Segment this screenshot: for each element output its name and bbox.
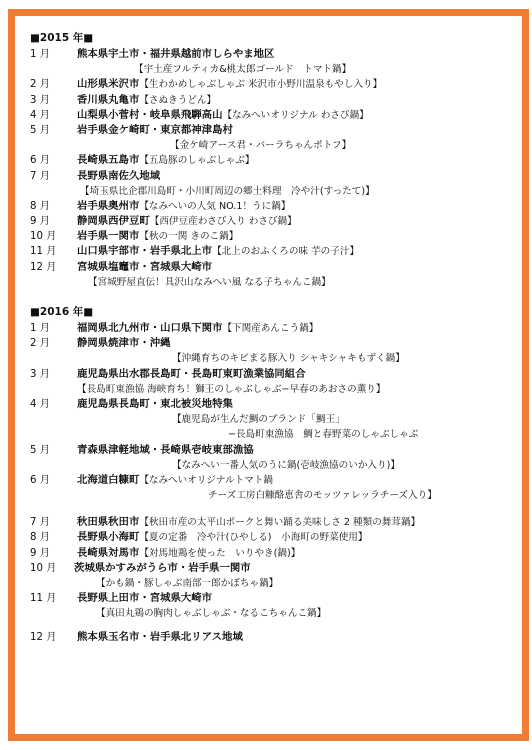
dish-description [30, 62, 510, 77]
dish-description [30, 576, 510, 591]
month-label: 2 月 [30, 338, 50, 350]
month-label: 1 月 [30, 323, 50, 334]
month-label: 4 月 [30, 398, 50, 410]
dish-description-text: 【真田丸鶏の胸肉しゃぶしゃぶ・なるこちゃんこ鍋】 [96, 608, 327, 620]
location-name: 福岡県北九州市・山口県下関市 [77, 322, 223, 334]
dish-description-continued [30, 427, 510, 442]
dish-description: 【生わかめしゃぶしゃぶ 米沢市小野川温泉もやし入り】 [139, 79, 383, 91]
year-heading-2015: ■2015 年■ [30, 32, 94, 44]
year-heading-2016: ■2016 年■ [30, 306, 94, 318]
month-label: 3 月 [30, 368, 50, 380]
dish-description-text: 【なみへい一番人気のうに鍋(壱岐漁協のいか入り)】 [172, 459, 400, 471]
location-name: 山梨県小菅村・岐阜県飛騨高山 [77, 108, 223, 121]
month-label: 5 月 [30, 444, 50, 456]
month-label: 6 月 [30, 474, 50, 486]
location-name: 岩手県一関市 [77, 230, 140, 243]
list-item [30, 336, 510, 351]
dish-description-text: 【宮城野屋直伝！具沢山なみへい風 なる子ちゃんこ鍋】 [88, 276, 331, 288]
dish-description: 【なみへいオリジナルトマト鍋 [139, 474, 273, 486]
list-item [30, 530, 510, 545]
dish-description: 【さぬきうどん】 [139, 94, 217, 106]
list-item [30, 169, 510, 184]
dish-description: 【なみへいオリジナル わさび鍋】 [222, 109, 369, 121]
dish-description: 【北上のおふくろの味 芋の子汁】 [212, 246, 360, 258]
month-label: 8 月 [30, 200, 50, 212]
location-name: 長崎県五島市 [77, 154, 140, 167]
location-name: 長崎県対馬市 [77, 546, 140, 559]
month-label: 2 月 [30, 79, 50, 91]
location-name: 長野県上田市・宮城県大崎市 [77, 592, 213, 605]
dish-description-text: 【宇土産フルティカ&桃太郎ゴールド トマト鍋】 [134, 64, 352, 76]
list-item [30, 546, 510, 561]
month-label: 9 月 [30, 216, 50, 228]
month-label: 9 月 [30, 547, 50, 559]
location-name: 岩手県奥州市 [77, 199, 140, 212]
list-item [30, 199, 510, 214]
dish-description [30, 184, 510, 199]
dish-description [30, 606, 510, 621]
list-item [30, 123, 510, 138]
list-item [30, 591, 510, 606]
month-label: 4 月 [30, 109, 50, 121]
dish-description [30, 412, 510, 427]
dish-description [30, 275, 510, 290]
month-label: 5 月 [30, 124, 50, 136]
month-label: 11 月 [30, 593, 57, 605]
dish-description-text: 【かも鍋・豚しゃぶ南部一郎かぼちゃ鍋】 [96, 578, 279, 589]
location-name: 香川県丸亀市 [77, 93, 140, 106]
dish-description: 【秋の一関 きのこ鍋】 [139, 231, 239, 243]
month-label: 12 月 [30, 631, 57, 643]
list-item [30, 153, 510, 168]
list-item [30, 229, 510, 244]
list-item [30, 630, 510, 645]
list-item [30, 443, 510, 458]
location-name: 岩手県金ケ崎町・東京都神津島村 [77, 123, 233, 136]
dish-description: 【対馬地鶏を使った いりやき(鍋)】 [139, 547, 301, 559]
month-label: 10 月 [30, 231, 57, 243]
location-name: 長野県小海町 [77, 531, 140, 544]
list-item [30, 244, 510, 259]
list-item [30, 47, 510, 62]
location-name: 静岡県焼津市・沖縄 [77, 337, 171, 350]
dish-description: 【五島豚のしゃぶしゃぶ】 [139, 155, 255, 167]
list-item [30, 515, 510, 530]
list-item [30, 397, 510, 412]
location-name: 青森県津軽地域・長崎県壱岐東部漁協 [77, 443, 254, 456]
month-label: 6 月 [30, 155, 50, 167]
month-label: 10 月 [30, 562, 57, 574]
location-name: 宮城県塩竈市・宮城県大崎市 [77, 260, 213, 273]
list-item [30, 561, 510, 576]
list-item [30, 260, 510, 275]
dish-description [30, 138, 510, 153]
month-label: 8 月 [30, 532, 50, 544]
list-item [30, 214, 510, 229]
list-item [30, 321, 510, 336]
dish-description [30, 351, 510, 366]
month-label: 7 月 [30, 517, 50, 529]
month-label: 11 月 [30, 246, 57, 258]
dish-description: 【夏の定番 冷や汁(ひやしる) 小海町の野菜使用】 [139, 532, 368, 544]
dish-description-text: −長島町東漁協 鯛と春野菜のしゃぶしゃぶ [228, 429, 419, 441]
list-item [30, 77, 510, 92]
dish-description-text: 【沖縄育ちのキビまる豚入り シャキシャキもずく鍋】 [172, 353, 405, 365]
dish-description: 【西伊豆産わさび入り わさび鍋】 [149, 216, 297, 228]
month-label: 12 月 [30, 261, 57, 273]
location-name: 鹿児島県出水郡長島町・長島町東町漁業協同組合 [77, 367, 306, 380]
event-schedule [30, 29, 510, 645]
dish-description-continued [30, 488, 510, 503]
dish-description-text: 【鹿児島が生んだ鯛のブランド「鯛王」 [172, 414, 345, 426]
dish-description: 【秋田市産の太平山ポークと舞い踊る美味しさ 2 種類の舞茸鍋】 [139, 517, 421, 529]
list-item [30, 93, 510, 108]
dish-description [30, 458, 510, 473]
location-name: 熊本県宇土市・福井県越前市しらやま地区 [77, 48, 275, 60]
month-label: 3 月 [30, 94, 50, 106]
location-name: 山形県米沢市 [77, 78, 140, 91]
location-name: 北海道白糠町 [77, 473, 140, 486]
location-name: 山口県宇部市・岩手県北上市 [77, 245, 213, 258]
month-label: 1 月 [30, 49, 50, 60]
location-name: 長野県南佐久地域 [77, 169, 161, 182]
list-item [30, 108, 510, 123]
dish-description-text: チーズ工房白糠酪恵舎のモッツァレッラチーズ入り】 [208, 490, 437, 502]
location-name: 静岡県西伊豆町 [77, 215, 150, 228]
month-label: 7 月 [30, 170, 50, 182]
location-name: 秋田県秋田市 [77, 516, 140, 529]
list-item [30, 473, 510, 488]
location-name: 熊本県玉名市・岩手県北リアス地域 [77, 630, 243, 643]
dish-description: 【なみへいの人気 NO.1！うに鍋】 [139, 200, 291, 212]
dish-description-text: 【埼玉県比企郡川島町・小川町周辺の郷土料理 冷や汁(すったて)】 [80, 185, 375, 197]
dish-description: 【下関産あんこう鍋】 [222, 323, 319, 334]
dish-description-text: 【金ケ崎アース君・バーラちゃんポトフ】 [170, 140, 352, 152]
location-name: 鹿児島県長島町・東北被災地特集 [77, 397, 233, 410]
location-name: 茨城県かすみがうら市・岩手県一関市 [74, 561, 251, 574]
dish-description [30, 382, 510, 397]
list-item [30, 367, 510, 382]
dish-description-text: 【長島町東漁協 海峡育ち！獅王のしゃぶしゃぶ−早春のあおさの薫り】 [77, 383, 386, 395]
